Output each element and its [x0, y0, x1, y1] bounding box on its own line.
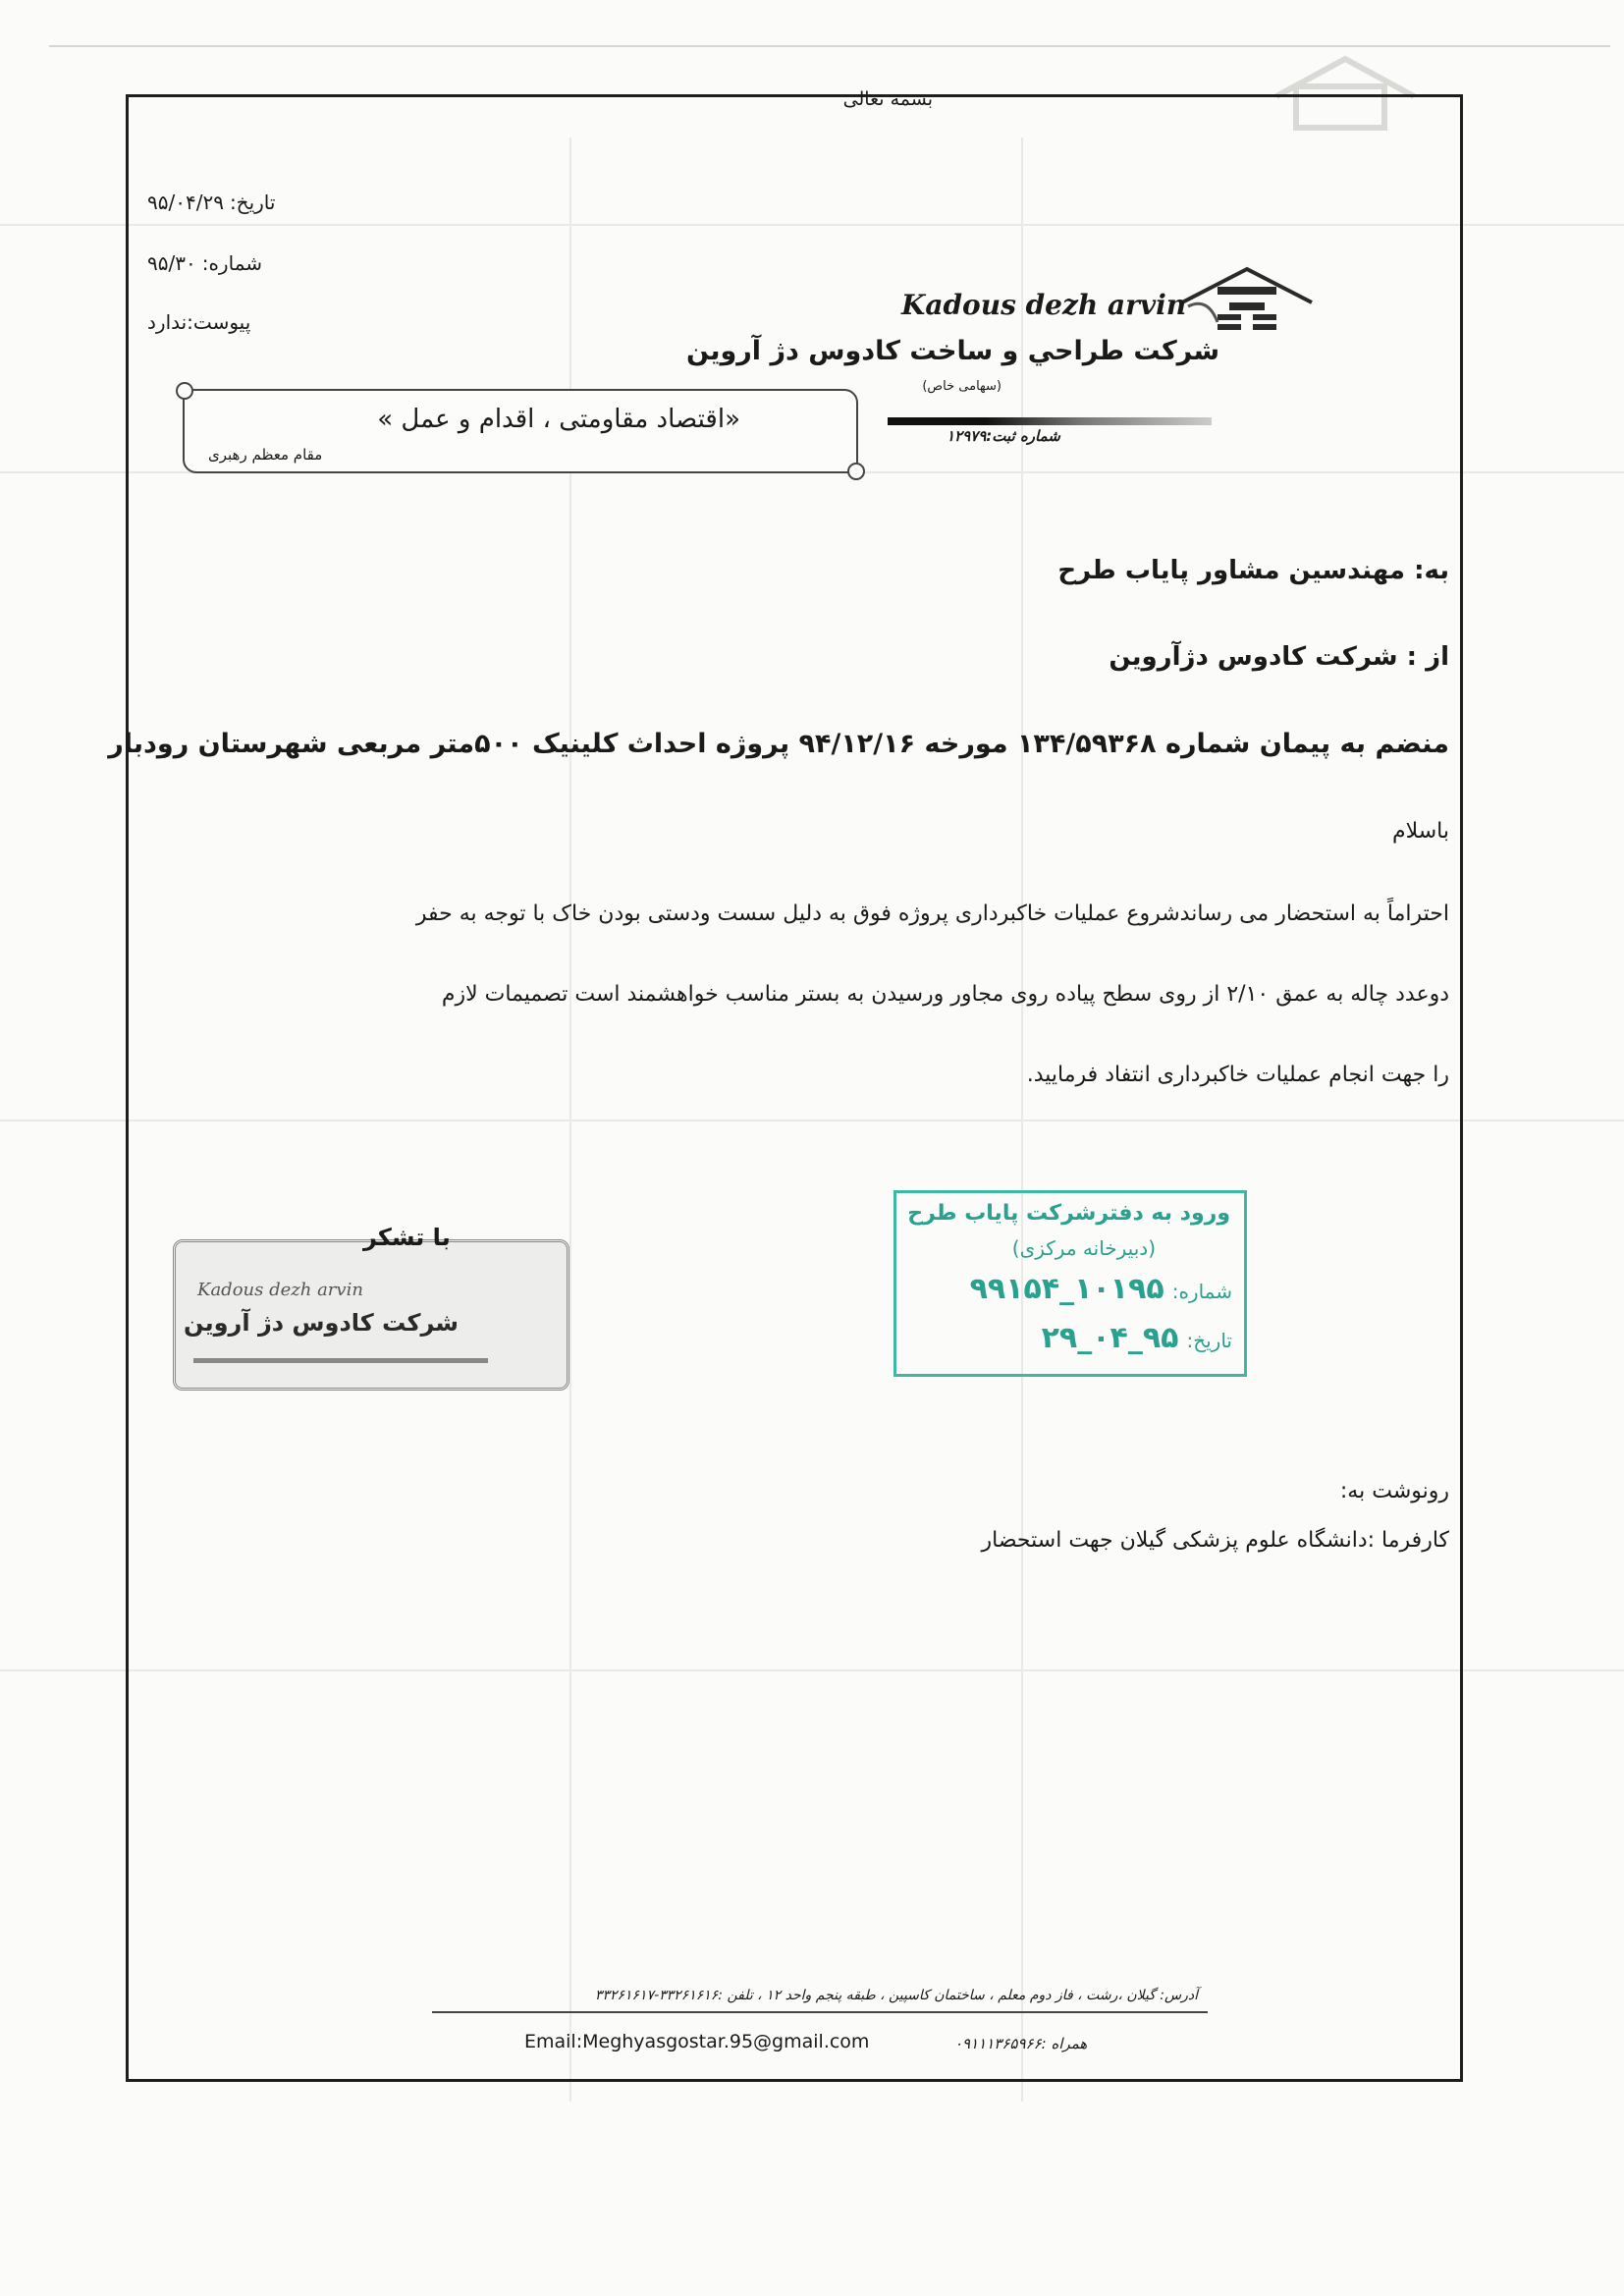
stamp-title: ورود به دفترشرکت پایاب طرح — [907, 1201, 1230, 1226]
footer-rule — [432, 2011, 1208, 2013]
slogan-attribution: مقام معظم رهبری — [208, 446, 323, 464]
subject-line: منضم به پیمان شماره ۱۳۴/۵۹۳۶۸ مورخه ۹۴/۱۲/۱۶ پروژه احداث کلینیک ۵۰۰متر مربعی شهرستان رودبار — [108, 729, 1449, 759]
company-name-en: Kadous dezh arvin — [901, 289, 1187, 321]
cc-label: رونوشت به: — [1339, 1479, 1449, 1503]
letter-number — [147, 251, 262, 275]
letterhead-bar — [888, 417, 1212, 425]
stamp-date — [1042, 1321, 1232, 1355]
footer-address: آدرس: گیلان ،رشت ، فاز دوم معلم ، ساختمان کاسپین ، طبقه پنجم واحد ۱۲ ، تلفن :۳۳۲۶۱۶۱۶-۳۳۲۶۱۶۱۷ — [594, 1988, 1198, 2003]
bismillah: بسمه تعالی — [842, 88, 933, 110]
body-line-2: دوعدد چاله به عمق ۲/۱۰ از روی سطح پیاده روی مجاور ورسیدن به بستر مناسب خواهشمند است تصمیمات لازم — [441, 982, 1449, 1007]
stamp-number-label: شماره: — [1171, 1280, 1232, 1303]
date-label: تاریخ: — [229, 191, 276, 214]
date-value: ۹۵/۰۴/۲۹ — [147, 191, 224, 214]
sender-line: از : شرکت کادوس دژآروین — [1109, 642, 1449, 672]
slogan-text: «اقتصاد مقاومتی ، اقدام و عمل » — [377, 405, 740, 434]
stamp-date-value: ۹۵_۰۴_۲۹ — [1041, 1321, 1179, 1355]
footer-email: Email:Meghyasgostar.95@gmail.com — [524, 2031, 870, 2052]
closing-thanks: با تشکر — [363, 1224, 451, 1251]
company-letterhead — [686, 257, 1326, 464]
registration-number: شماره ثبت:۱۲۹۷۹ — [947, 427, 1060, 445]
cc-recipient: کارفرما :دانشگاه علوم پزشکی گیلان جهت استحضار — [981, 1528, 1449, 1553]
stamp-number-value: ۱۰۱۹۵_۹۹۱۵۴ — [969, 1272, 1164, 1306]
stamp-subtitle: (دبیرخانه مرکزی) — [1011, 1236, 1156, 1260]
greeting: باسلام — [1391, 819, 1449, 844]
number-label: شماره: — [201, 251, 263, 275]
letter-date — [147, 191, 275, 214]
signature-company: شرکت کادوس دژ آروین — [184, 1309, 459, 1337]
footer-mobile: همراه :۰۹۱۱۱۳۶۵۹۶۶ — [954, 2035, 1088, 2052]
recipient-line: به: مهندسین مشاور پایاب طرح — [1057, 556, 1449, 585]
company-type: (سهامی خاص) — [922, 379, 1001, 394]
company-name-fa: شرکت طراحي و ساخت كادوس دژ آروين — [686, 336, 1219, 366]
company-building-logo-icon — [1178, 263, 1316, 342]
stamp-number — [970, 1272, 1232, 1306]
body-line-1: احتراماً به استحضار می رساندشروع عملیات خاکبرداری پروژه فوق به دلیل سست ودستی بودن خاک با توجه به حفر — [415, 902, 1449, 926]
seal-stripe — [193, 1358, 488, 1363]
company-seal — [173, 1239, 569, 1391]
slogan-banner — [183, 389, 858, 473]
stamp-date-label: تاریخ: — [1186, 1329, 1232, 1352]
attachment-note: پیوست:ندارد — [147, 310, 251, 334]
received-stamp — [893, 1190, 1247, 1377]
body-line-3: را جهت انجام عملیات خاکبرداری انتفاد فرمایید. — [1026, 1063, 1449, 1087]
number-value: ۹۵/۳۰ — [147, 251, 196, 275]
seal-name-en: Kadous dezh arvin — [197, 1280, 363, 1300]
